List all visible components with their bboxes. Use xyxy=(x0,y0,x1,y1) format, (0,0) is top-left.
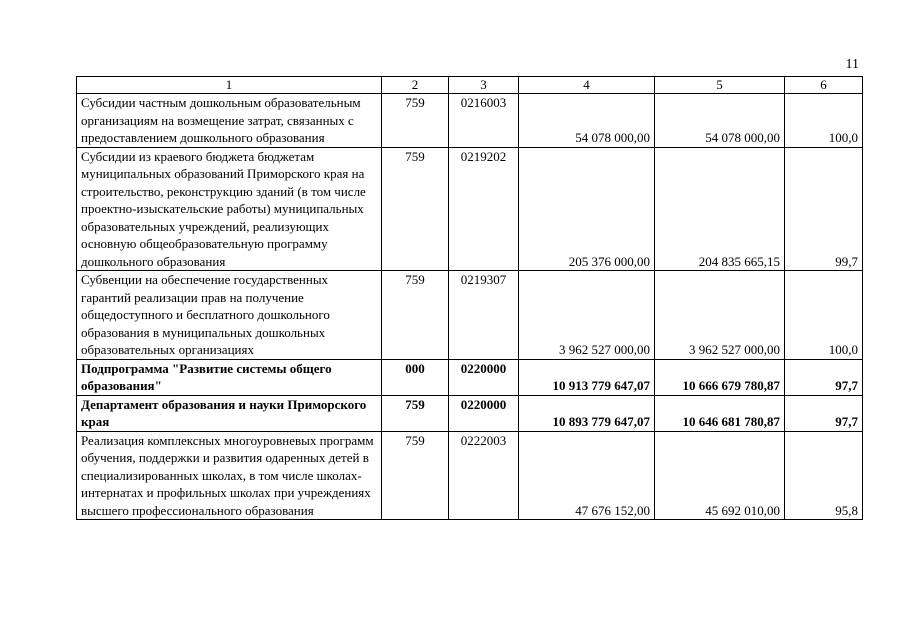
row-code-col2: 759 xyxy=(382,147,449,271)
table-row xyxy=(77,431,863,520)
row-percent-col6: 97,7 xyxy=(785,395,863,431)
row-code-col2: 759 xyxy=(382,431,449,520)
row-description: Субсидии частным дошкольным образовательным организациям на возмещение затрат, связанных с предоставлением дошкольного образования xyxy=(77,94,382,148)
page-number: 11 xyxy=(845,57,859,72)
row-amount-col4: 10 913 779 647,07 xyxy=(519,359,655,395)
row-amount-col5: 3 962 527 000,00 xyxy=(655,271,785,360)
budget-table xyxy=(76,76,863,520)
row-code-col2: 759 xyxy=(382,271,449,360)
row-code-col2: 000 xyxy=(382,359,449,395)
row-description: Реализация комплексных многоуровневых программ обучения, поддержки и развития одаренных детей в специализированных школах, в том числе школах-интернатах и профильных школах при учреждениях высшего профессионального образования xyxy=(77,431,382,520)
row-percent-col6: 100,0 xyxy=(785,94,863,148)
row-percent-col6: 99,7 xyxy=(785,147,863,271)
table-row xyxy=(77,271,863,360)
row-code-col3: 0216003 xyxy=(449,94,519,148)
column-header: 1 xyxy=(77,77,382,94)
column-header: 2 xyxy=(382,77,449,94)
row-description: Подпрограмма "Развитие системы общего образования" xyxy=(77,359,382,395)
column-header: 5 xyxy=(655,77,785,94)
row-code-col2: 759 xyxy=(382,395,449,431)
row-percent-col6: 95,8 xyxy=(785,431,863,520)
row-code-col3: 0220000 xyxy=(449,359,519,395)
row-amount-col5: 10 666 679 780,87 xyxy=(655,359,785,395)
row-code-col3: 0220000 xyxy=(449,395,519,431)
table-row xyxy=(77,94,863,148)
row-amount-col5: 54 078 000,00 xyxy=(655,94,785,148)
column-header: 6 xyxy=(785,77,863,94)
row-amount-col5: 204 835 665,15 xyxy=(655,147,785,271)
row-amount-col4: 205 376 000,00 xyxy=(519,147,655,271)
row-amount-col4: 54 078 000,00 xyxy=(519,94,655,148)
row-amount-col4: 47 676 152,00 xyxy=(519,431,655,520)
row-description: Субвенции на обеспечение государственных гарантий реализации прав на получение общедоступного и бесплатного дошкольного образования в муниципальных дошкольных образовательных организациях xyxy=(77,271,382,360)
table-row-subtotal xyxy=(77,359,863,395)
row-description: Субсидии из краевого бюджета бюджетам муниципальных образований Приморского края на строительство, реконструкцию зданий (в том числе проектно-изыскательские работы) муниципальных образовательных учреждений, реализующих основную общеобразовательную программу дошкольного образования xyxy=(77,147,382,271)
row-description: Департамент образования и науки Приморского края xyxy=(77,395,382,431)
table-header-row xyxy=(77,77,863,94)
row-amount-col4: 10 893 779 647,07 xyxy=(519,395,655,431)
row-amount-col4: 3 962 527 000,00 xyxy=(519,271,655,360)
row-amount-col5: 10 646 681 780,87 xyxy=(655,395,785,431)
row-code-col3: 0222003 xyxy=(449,431,519,520)
table-row xyxy=(77,147,863,271)
row-percent-col6: 97,7 xyxy=(785,359,863,395)
row-code-col3: 0219202 xyxy=(449,147,519,271)
row-amount-col5: 45 692 010,00 xyxy=(655,431,785,520)
column-header: 4 xyxy=(519,77,655,94)
table-row-subtotal xyxy=(77,395,863,431)
column-header: 3 xyxy=(449,77,519,94)
row-code-col3: 0219307 xyxy=(449,271,519,360)
row-percent-col6: 100,0 xyxy=(785,271,863,360)
row-code-col2: 759 xyxy=(382,94,449,148)
